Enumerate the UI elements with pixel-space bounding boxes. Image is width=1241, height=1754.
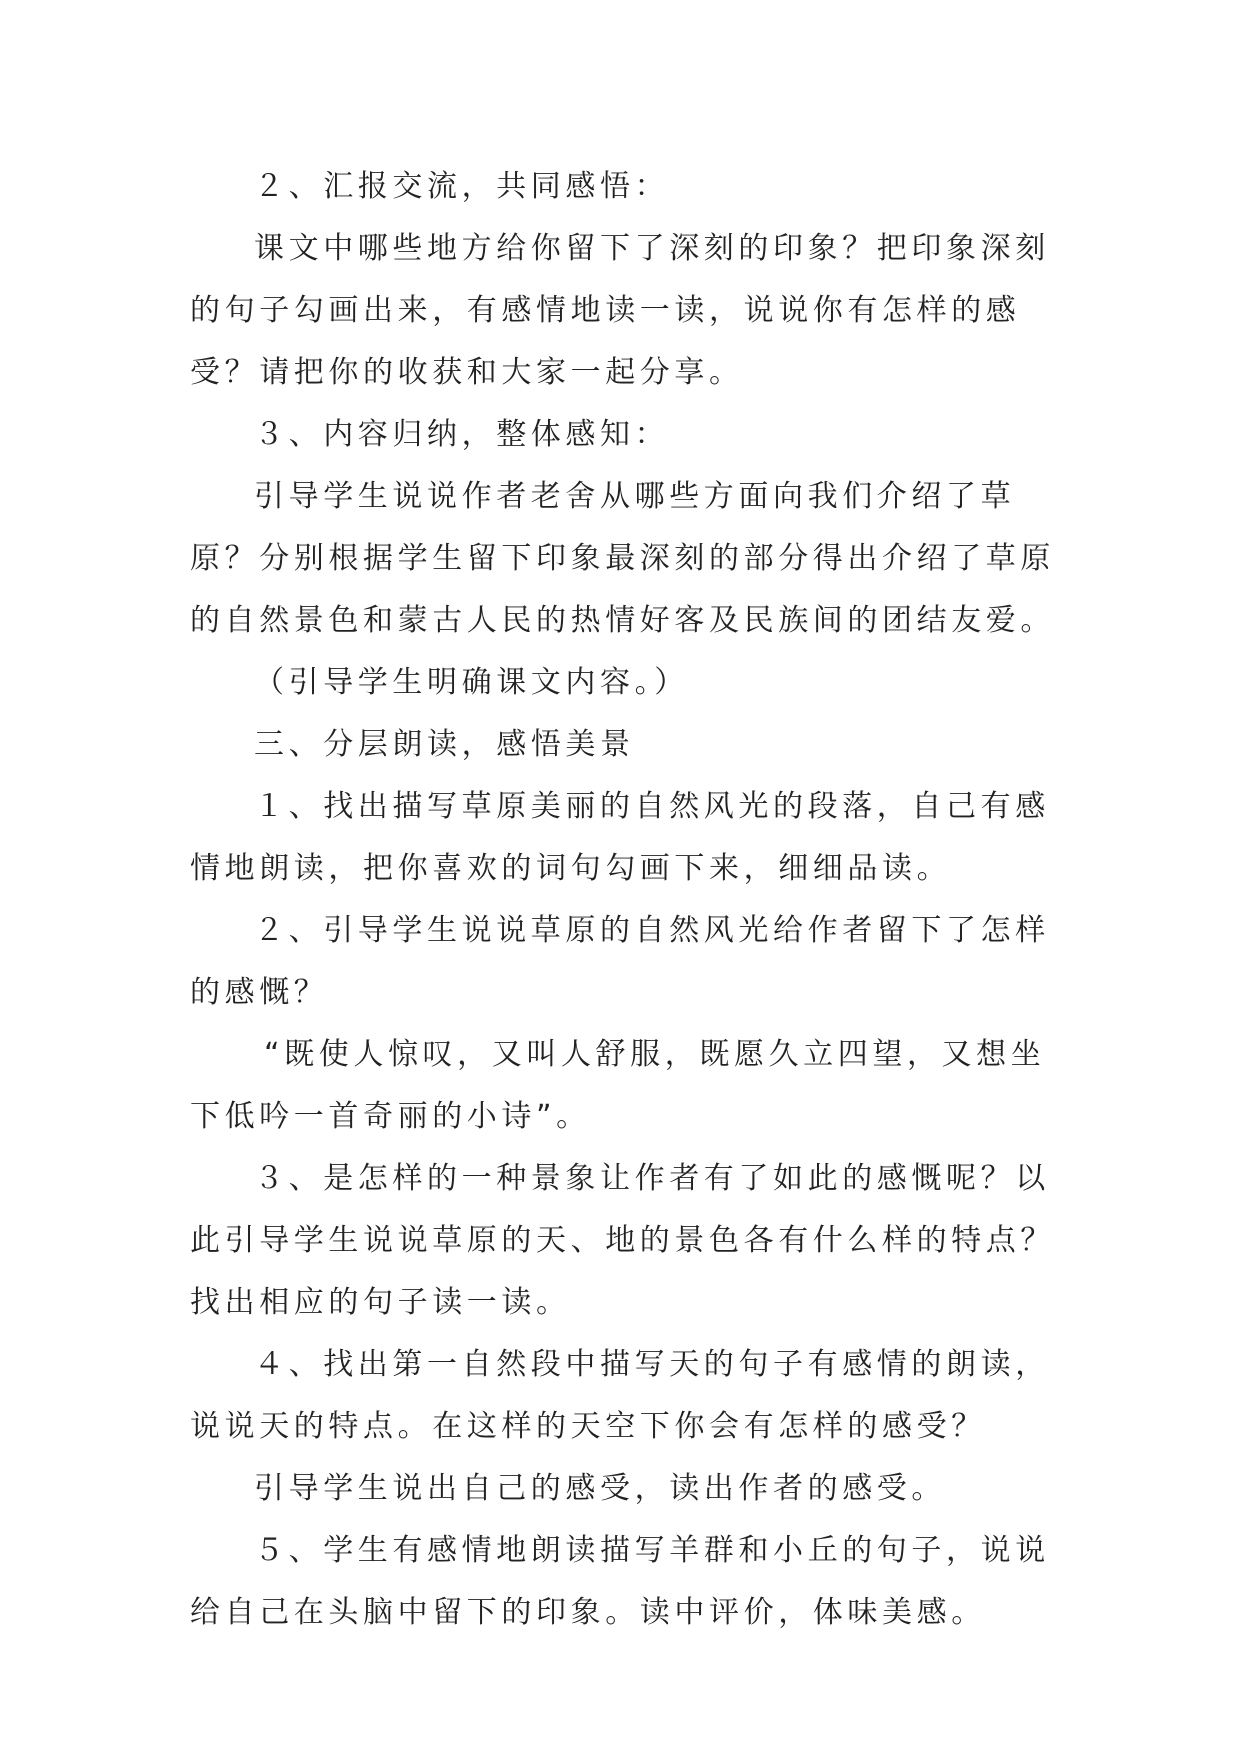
- paragraph-step-2-heading: ２、汇报交流，共同感悟：: [254, 169, 670, 204]
- paragraph-guidance-feelings: 引导学生说出自己的感受，读出作者的感受。: [254, 1471, 946, 1506]
- paragraph-impression-question: 课文中哪些地方给你留下了深刻的印象？把印象深刻的句子勾画出来，有感情地读一读，说说你有怎样的感受？请把你的收获和大家一起分享。: [190, 231, 1050, 390]
- document-body: [190, 156, 1060, 1644]
- paragraph-item-3: ３、是怎样的一种景象让作者有了如此的感慨呢？以此引导学生说说草原的天、地的景色各有什么样的特点？找出相应的句子读一读。: [190, 1161, 1055, 1320]
- paragraph-content-summary: 引导学生说说作者老舍从哪些方面向我们介绍了草原？分别根据学生留下印象最深刻的部分得出介绍了草原的自然景色和蒙古人民的热情好客及民族间的团结友爱。: [190, 479, 1055, 638]
- paragraph-item-1: １、找出描写草原美丽的自然风光的段落，自己有感情地朗读，把你喜欢的词句勾画下来，细细品读。: [190, 789, 1050, 886]
- paragraph-quote: “既使人惊叹，又叫人舒服，既愿久立四望，又想坐下低吟一首奇丽的小诗”。: [190, 1037, 1046, 1134]
- paragraph-step-3-heading: ３、内容归纳，整体感知：: [254, 417, 670, 452]
- paragraph-guidance-note: （引导学生明确课文内容。）: [254, 665, 689, 700]
- paragraph-item-2: ２、引导学生说说草原的自然风光给作者留下了怎样的感慨？: [190, 913, 1050, 1010]
- paragraph-item-5: ５、学生有感情地朗读描写羊群和小丘的句子，说说给自己在头脑中留下的印象。读中评价，体味美感。: [190, 1533, 1050, 1630]
- paragraph-item-4: ４、找出第一自然段中描写天的句子有感情的朗读，说说天的特点。在这样的天空下你会有怎样的感受？: [190, 1347, 1050, 1444]
- section-heading-layered-reading: 三、分层朗读，感悟美景: [254, 727, 635, 762]
